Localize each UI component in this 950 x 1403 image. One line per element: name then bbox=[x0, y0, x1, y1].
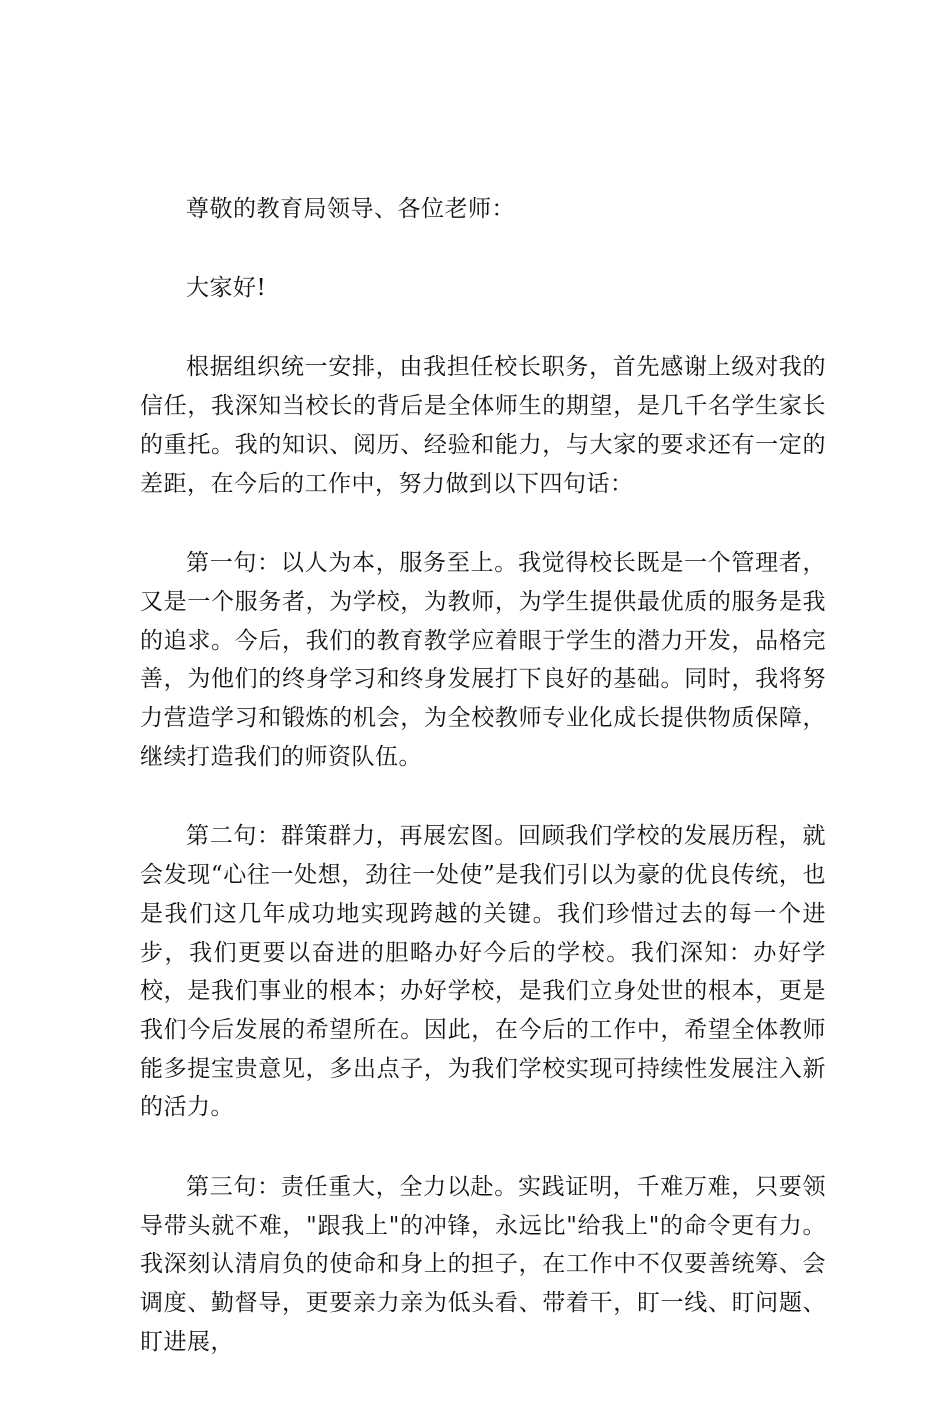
document-body bbox=[140, 190, 826, 1403]
greeting: 大家好! bbox=[186, 274, 267, 301]
paragraph-first-sentence: 第一句：以人为本，服务至上。我觉得校长既是一个管理者，又是一个服务者，为学校，为教师，为学生提供最优质的服务是我的追求。今后，我们的教育教学应着眼于学生的潜力开发，品格完善，为他们的终身学习和终身发展打下良好的基础。同时，我将努力营造学习和锻炼的机会，为全校教师专业化成长提供物质保障，继续打造我们的师资队伍。 bbox=[140, 550, 826, 770]
paragraph-third-sentence: 第三句：责任重大，全力以赴。实践证明，千难万难，只要领导带头就不难，"跟我上"的冲锋，永远比"给我上"的命令更有力。我深刻认清肩负的使命和身上的担子，在工作中不仅要善统筹、会调度、勤督导，更要亲力亲为低头看、带着干，盯一线、盯问题、盯进展， bbox=[140, 1174, 826, 1355]
salutation: 尊敬的教育局领导、各位老师： bbox=[186, 196, 515, 222]
paragraph-intro: 根据组织统一安排，由我担任校长职务，首先感谢上级对我的信任，我深知当校长的背后是全体师生的期望，是几千名学生家长的重托。我的知识、阅历、经验和能力，与大家的要求还有一定的差距，在今后的工作中，努力做到以下四句话： bbox=[140, 354, 826, 497]
paragraph-second-sentence: 第二句：群策群力，再展宏图。回顾我们学校的发展历程，就会发现“心往一处想，劲往一处使”是我们引以为豪的优良传统，也是我们这几年成功地实现跨越的关键。我们珍惜过去的每一个进步，我们更要以奋进的胆略办好今后的学校。我们深知：办好学校，是我们事业的根本；办好学校，是我们立身处世的根本，更是我们今后发展的希望所在。因此，在今后的工作中，希望全体教师能多提宝贵意见，多出点子，为我们学校实现可持续性发展注入新的活力。 bbox=[140, 823, 826, 1121]
